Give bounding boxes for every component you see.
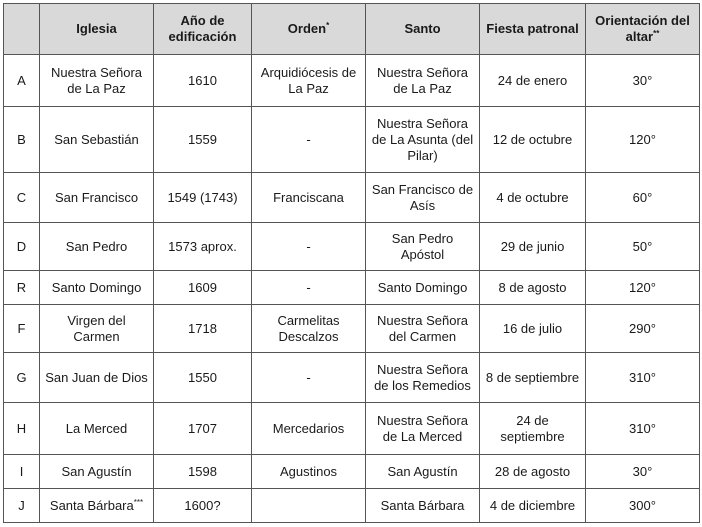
cell-iglesia [40, 55, 154, 107]
table-row [4, 55, 700, 107]
cell-iglesia [40, 271, 154, 305]
cell-anio: 1550 [154, 353, 252, 403]
cell-iglesia [40, 305, 154, 353]
table-row [4, 173, 700, 223]
cell-iglesia [40, 173, 154, 223]
cell-iglesia [40, 455, 154, 489]
cell-letter: F [4, 305, 40, 353]
cell-orden: - [252, 271, 366, 305]
table-row [4, 271, 700, 305]
churches-table [3, 3, 700, 523]
header-row [4, 4, 700, 55]
cell-iglesia-text: Nuestra Señora de La Paz [50, 64, 143, 96]
cell-santo: San Francisco de Asís [366, 173, 480, 223]
cell-anio: 1707 [154, 403, 252, 455]
cell-orientacion: 30° [586, 455, 700, 489]
table-row [4, 223, 700, 271]
cell-letter: I [4, 455, 40, 489]
cell-santo: Santo Domingo [366, 271, 480, 305]
cell-orientacion: 310° [586, 353, 700, 403]
cell-anio: 1598 [154, 455, 252, 489]
cell-iglesia-mark: *** [133, 497, 144, 507]
cell-fiesta: 29 de junio [480, 223, 586, 271]
cell-iglesia [40, 107, 154, 173]
cell-iglesia [40, 223, 154, 271]
cell-orden: - [252, 223, 366, 271]
header-santo: Santo [366, 4, 480, 55]
cell-orientacion: 120° [586, 107, 700, 173]
cell-anio: 1609 [154, 271, 252, 305]
cell-letter: R [4, 271, 40, 305]
table-row [4, 305, 700, 353]
cell-fiesta: 12 de octubre [480, 107, 586, 173]
cell-orientacion: 310° [586, 403, 700, 455]
table-row [4, 489, 700, 523]
cell-iglesia-text: La Merced [65, 420, 128, 436]
cell-orden: Agustinos [252, 455, 366, 489]
cell-orden: Mercedarios [252, 403, 366, 455]
cell-iglesia-text: Virgen del Carmen [67, 312, 126, 344]
cell-fiesta: 24 de septiembre [480, 403, 586, 455]
cell-fiesta: 4 de diciembre [480, 489, 586, 523]
header-orden-label: Orden [287, 21, 327, 36]
cell-orden: - [252, 353, 366, 403]
cell-fiesta: 4 de octubre [480, 173, 586, 223]
cell-orientacion: 30° [586, 55, 700, 107]
cell-fiesta: 8 de agosto [480, 271, 586, 305]
cell-orientacion: 120° [586, 271, 700, 305]
cell-anio: 1549 (1743) [154, 173, 252, 223]
table-row [4, 353, 700, 403]
cell-orientacion: 60° [586, 173, 700, 223]
cell-orden: Carmelitas Descalzos [252, 305, 366, 353]
cell-iglesia-text: San Sebastián [54, 131, 139, 147]
cell-santo: Nuestra Señora de los Remedios [366, 353, 480, 403]
cell-anio: 1600? [154, 489, 252, 523]
cell-letter: B [4, 107, 40, 173]
cell-santo: Santa Bárbara [366, 489, 480, 523]
cell-iglesia-text: San Agustín [61, 463, 132, 479]
cell-letter: D [4, 223, 40, 271]
cell-letter: J [4, 489, 40, 523]
cell-anio: 1718 [154, 305, 252, 353]
cell-orden: - [252, 107, 366, 173]
table-row [4, 107, 700, 173]
cell-orden: Franciscana [252, 173, 366, 223]
cell-orden: Arquidiócesis de La Paz [252, 55, 366, 107]
header-anio: Año de edificación [154, 4, 252, 55]
table-row [4, 403, 700, 455]
cell-orientacion: 290° [586, 305, 700, 353]
cell-iglesia [40, 353, 154, 403]
cell-orientacion: 300° [586, 489, 700, 523]
header-letter [4, 4, 40, 55]
cell-iglesia-text: Santo Domingo [51, 279, 142, 295]
cell-letter: A [4, 55, 40, 107]
cell-fiesta: 16 de julio [480, 305, 586, 353]
cell-santo: San Agustín [366, 455, 480, 489]
cell-fiesta: 24 de enero [480, 55, 586, 107]
cell-santo: Nuestra Señora de La Asunta (del Pilar) [366, 107, 480, 173]
header-orientacion-footnote-mark: ** [653, 29, 660, 38]
table-row [4, 455, 700, 489]
cell-santo: Nuestra Señora de La Merced [366, 403, 480, 455]
cell-santo: Nuestra Señora del Carmen [366, 305, 480, 353]
cell-letter: H [4, 403, 40, 455]
header-orden [252, 4, 366, 55]
cell-anio: 1573 aprox. [154, 223, 252, 271]
cell-orden [252, 489, 366, 523]
header-iglesia: Iglesia [40, 4, 154, 55]
cell-orientacion: 50° [586, 223, 700, 271]
cell-iglesia-text: San Juan de Dios [45, 369, 148, 385]
header-orientacion-label: Orientación del altar [595, 13, 690, 44]
cell-iglesia-text: San Francisco [54, 189, 139, 205]
cell-iglesia [40, 403, 154, 455]
cell-letter: C [4, 173, 40, 223]
cell-anio: 1610 [154, 55, 252, 107]
cell-letter: G [4, 353, 40, 403]
header-orientacion [586, 4, 700, 55]
cell-santo: San Pedro Apóstol [366, 223, 480, 271]
cell-iglesia-text: San Pedro [65, 238, 128, 254]
cell-santo: Nuestra Señora de La Paz [366, 55, 480, 107]
cell-iglesia [40, 489, 154, 523]
header-fiesta: Fiesta patronal [480, 4, 586, 55]
header-orden-footnote-mark: * [326, 21, 330, 30]
cell-fiesta: 28 de agosto [480, 455, 586, 489]
cell-fiesta: 8 de septiembre [480, 353, 586, 403]
cell-iglesia-text: Santa Bárbara [49, 497, 134, 513]
cell-anio: 1559 [154, 107, 252, 173]
